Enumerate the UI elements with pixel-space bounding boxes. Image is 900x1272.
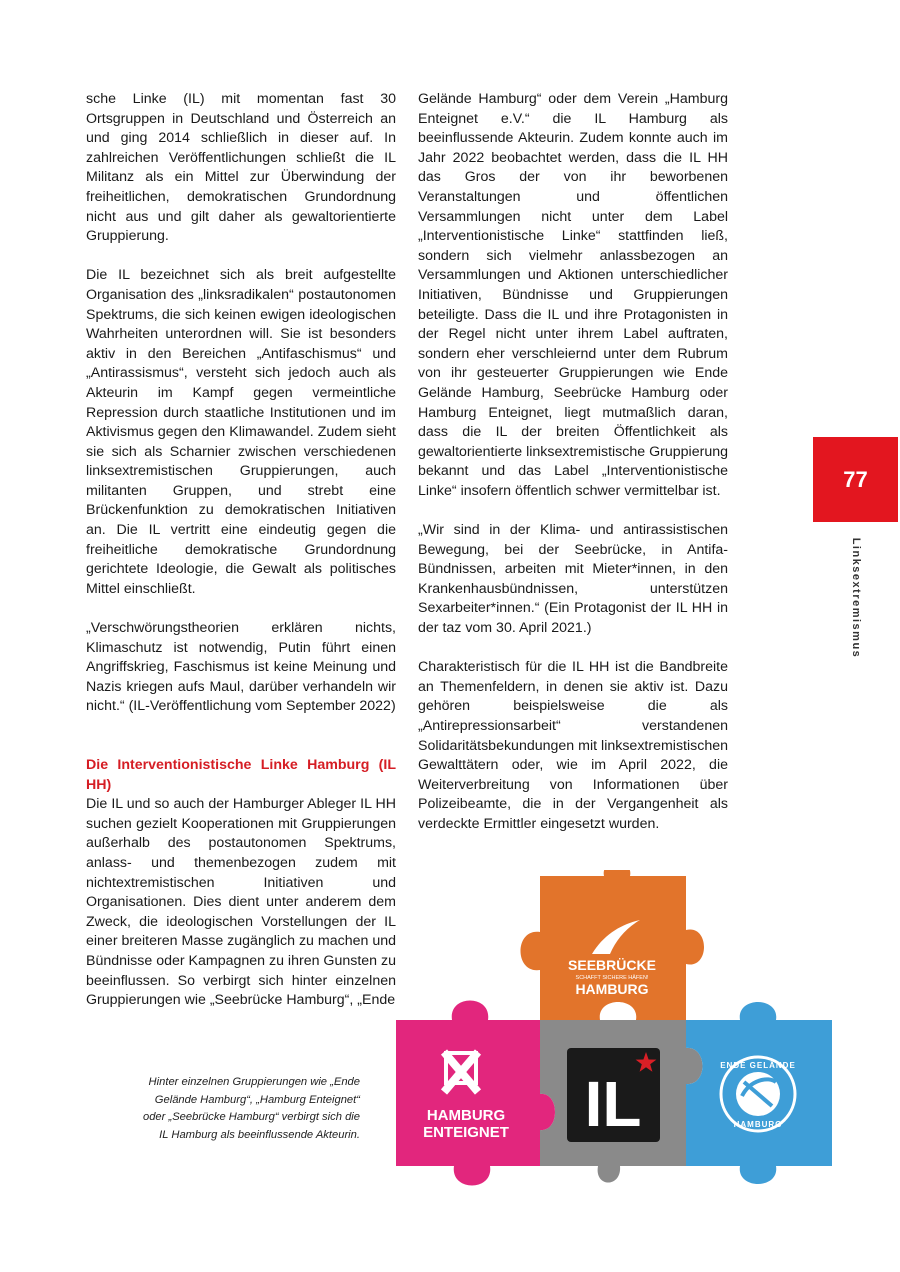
enteignet-line-2: ENTEIGNET — [423, 1124, 509, 1141]
ende-gelaende-bottom-text: HAMBURG — [733, 1120, 783, 1129]
left-paragraph-3: Die IL und so auch der Hamburger Ableger IL HH suchen gezielt Kooperationen mit Gruppierungen außerhalb des postautonomen Spektrums, anlass- und themenbezogen zudem mit nichtextremistischen Initiativen und Organisationen. Dies dient unter anderem dem Zweck, die ideologischen Vorstellungen der IL einer breiteren Masse zugänglich zu machen und Bündnisse oder Kampagnen zu ihren Gunsten zu beeinflussen. So verbirgt sich hinter einzelnen Gruppierungen wie „Seebrücke Hamburg“, „Ende — [86, 796, 396, 1009]
image-caption — [120, 1074, 360, 1144]
page-number: 77 — [843, 466, 868, 492]
seebruecke-city: HAMBURG — [575, 981, 649, 997]
right-paragraph-1: Gelände Hamburg“ oder dem Verein „Hamburg Enteignet e.V.“ die IL Hamburg als beeinflussende Akteurin. Zudem konnte auch im Jahr 2022 beobachtet werden, dass die IL HH das Gros der von ihr beworbenen Veranstaltungen und öffentlichen Versammlungen nicht unter dem Label „Interventionistische Linke“ stattfinden ließ, sondern sich vielmehr anlassbezogen an Versammlungen und Aktionen unterschiedlicher Initiativen, Bündnisse und Gruppierungen beteiligte. Dass die IL und ihre Protagonisten in der Regel nicht unter ihrem Label auftraten, sondern eher verschleiernd unter dem Rubrum von ihr gesteuerter Gruppierungen wie Ende Gelände Hamburg, Seebrücke Hamburg oder Hamburg Enteignet, liegt mutmaßlich daran, dass die IL der breiten Öffentlichkeit als gewaltorientierte linksextremistische Gruppierung bekannt und das Label „Interventionistische Linke“ insofern öffentlich schwer vermittelbar ist. — [418, 91, 728, 499]
ende-gelaende-top-text: ENDE GELÄNDE — [720, 1061, 796, 1070]
caption-line-2: Gelände Hamburg“, „Hamburg Enteignet“ — [154, 1093, 360, 1106]
enteignet-line-1: HAMBURG — [426, 1107, 506, 1124]
section-heading: Die Interventionistische Linke Hamburg (IL HH) — [86, 757, 396, 793]
il-hh-section — [86, 756, 396, 1011]
caption-line-1: Hinter einzelnen Gruppierungen wie „Ende — [148, 1076, 360, 1088]
caption-line-3: oder „Seebrücke Hamburg“ verbirgt sich die — [142, 1111, 360, 1123]
left-quote: „Verschwörungstheorien erklären nichts, Klimaschutz ist notwendig, Putin führt einen Angriffskrieg, Faschismus ist keine Meinung und Nazis kriegen aufs Maul, darüber verhandeln wir nicht.“ (IL-Veröffentlichung vom September 2022) — [86, 620, 396, 715]
right-column — [418, 90, 728, 854]
left-paragraph-2: Die IL bezeichnet sich als breit aufgestellte Organisation des „linksradikalen“ postautonomen Spektrums, die sich keinen ewigen ideologischen Wahrheiten unterordnen will. Sie ist besonders aktiv in den Bereichen „Antifaschismus“ und „Antirassismus“, versteht sich jedoch auch als Akteurin im Kampf gegen vermeintliche Repression durch staatliche Institutionen und im Aktivismus gegen den Klimawandel. Zudem sieht sie sich als Scharnier zwischen verschiedenen linksextremistischen Gruppierungen, auch militanten Gruppen, und strebt eine Brückenfunktion zu demokratischen Initiativen an. Die IL vertritt eine eindeutig gegen die freiheitliche demokratische Grundordnung gerichtete Ideologie, die Gewalt als politisches Mittel einschließt. — [86, 267, 396, 597]
left-column — [86, 90, 396, 1030]
seebruecke-subtitle: SCHAFFT SICHERE HÄFEN! — [575, 975, 649, 981]
seebruecke-title: SEEBRÜCKE — [568, 957, 656, 973]
caption-line-4: IL Hamburg als beeinflussende Akteurin. — [159, 1128, 360, 1141]
puzzle-illustration — [390, 870, 840, 1210]
left-paragraph-1: sche Linke (IL) mit momentan fast 30 Ortsgruppen in Deutschland und Österreich an und ging 2014 schließlich in dieser auf. In zahlreichen Veröffentlichungen schließt die IL Militanz als ein Mittel zur Überwindung der freiheitlichen, demokratischen Grundordnung nicht aus und gilt daher als gewaltorientierte Gruppierung. — [86, 91, 396, 245]
right-paragraph-2: Charakteristisch für die IL HH ist die Bandbreite an Themenfeldern, in denen sie aktiv ist. Dazu gehören beispielsweise die als „Antirepressionsarbeit“ verstandenen Solidaritätsbekundungen mit linksextremistischen Gewalttätern oder, wie im April 2022, die Weiterverbreitung von Informationen über Polizeibeamte, die in der Vergangenheit als verdeckte Ermittler eingesetzt wurden. — [418, 659, 728, 832]
right-quote: „Wir sind in der Klima- und antirassistischen Bewegung, bei der Seebrücke, in Antifa-Bündnissen, arbeiten mit Mieter*innen, in den Krankenhausbündnissen, unterstützen Sexarbeiter*innen.“ (Ein Protagonist der IL HH in der taz vom 30. April 2021.) — [418, 522, 728, 637]
section-title-vertical: Linksextremismus — [850, 537, 862, 659]
il-logo: IL — [584, 1068, 642, 1140]
page-number-tab — [813, 437, 898, 522]
